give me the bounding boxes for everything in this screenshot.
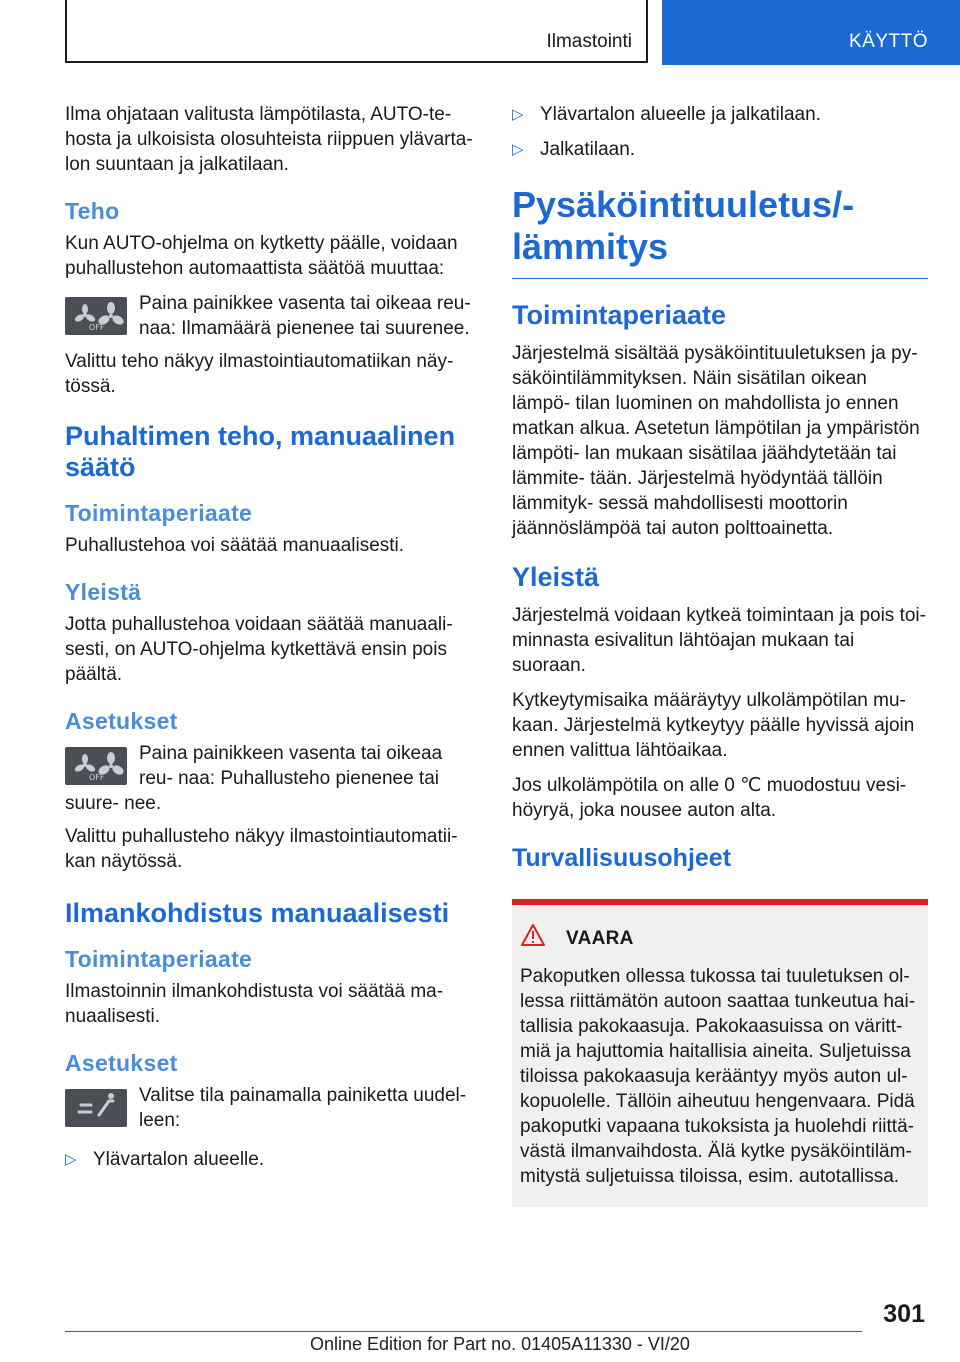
teho-note: Valittu teho näkyy ilmastointiautomatiikan näy- tössä. [65, 351, 454, 397]
triangle-bullet-icon: ▷ [512, 106, 524, 123]
teho-text: Kun AUTO-ohjelma on kytketty päälle, voidaan puhallustehon automaattista säätöä muuttaa: [65, 233, 458, 279]
manual-settings-note: Valittu puhallusteho näkyy ilmastointiautomatii- kan näytössä. [65, 826, 458, 872]
manual-principle-text: Puhallustehoa voi säätää manuaalisesti. [65, 535, 405, 556]
header-chapter-tab [662, 0, 960, 65]
dist-heading: Ilmankohdistus manuaalisesti [65, 898, 450, 928]
manual-heading: Puhaltimen teho, manuaalinen säätö [65, 421, 456, 482]
header-section-box [65, 0, 648, 63]
triangle-bullet-icon: ▷ [65, 1151, 77, 1168]
fan-button-icon [65, 747, 127, 785]
page-number: 301 [883, 1300, 925, 1328]
warning-text: Pakoputken ollessa tukossa tai tuuletuksen ol- lessa riittämätön autoon saattaa tunkeutua hai- tallisia pakokaasuja. Pakokaasuissa on väritt- miä ja hajuttomia haitallisia aineita. Suljetuissa tiloissa pakokaasuja kerääntyy myös auton ul- kopuolelle. Tällöin aiheutuu hengenvaara. Pidä pakoputki vapaana tukoksista ja huolehdi riittä- västä ilmanvaihdosta. Älä kytke pysäköintiläm- mitystä suljetuissa tiloissa, esim. autotallissa. [520, 966, 916, 1187]
manual-general-text: Jotta puhallustehoa voidaan säätää manuaali- sesti, on AUTO-ohjelma kytkettävä ensin pois päältä. [65, 614, 453, 685]
dist-settings-heading: Asetukset [65, 1050, 178, 1076]
manual-settings-icon-text: Paina painikkeen vasenta tai oikeaa reu- naa: Puhallusteho pienenee tai suure- nee. [65, 743, 443, 814]
park-general-p1: Järjestelmä voidaan kytkeä toimintaan ja pois toi- minnasta esivalitun lähtöajan mukaan tai suoraan. [512, 605, 926, 676]
list-item [512, 137, 928, 162]
warning-header [520, 923, 920, 954]
bullet-text: Ylävartalon alueelle. [93, 1149, 265, 1170]
manual-general-heading: Yleistä [65, 579, 142, 605]
teho-icon-row [65, 291, 475, 341]
manual-settings-heading: Asetukset [65, 708, 178, 734]
bullet-text: Ylävartalon alueelle ja jalkatilaan. [540, 104, 821, 125]
footer-divider [65, 1331, 862, 1332]
park-principle-text: Järjestelmä sisältää pysäköintituuletuksen ja py- säköintilämmityksen. Näin sisätilan oikean lämpö- tilan luominen on mahdollista jo ennen matkan alkua. Asetetun lämpötilan ja ympäristön lämpöti- lan mukaan sisätilaa jäähdytetään tai lämmite- tään. Järjestelmä hyödyntää tällöin lämmityk- sessä mahdollisesti moottorin jäännöslämpöä tai auton polttoainetta. [512, 343, 920, 539]
safety-heading: Turvallisuusohjeet [512, 844, 732, 872]
list-item [512, 102, 928, 127]
dist-principle-text: Ilmastoinnin ilmankohdistusta voi säätää ma- nuaalisesti. [65, 981, 444, 1027]
teho-icon-text: Paina painikkee vasenta tai oikeaa reu- naa: Ilmamäärä pienenee tai suurenee. [139, 293, 471, 339]
park-general-p3: Jos ulkolämpötila on alle 0 ℃ muodostuu vesi- höyryä, joka nousee auton alta. [512, 775, 907, 821]
svg-text:OFF: OFF [89, 323, 105, 332]
header-chapter-title: KÄYTTÖ [848, 31, 928, 52]
heading-divider [512, 278, 928, 279]
header-section-title: Ilmastointi [546, 31, 632, 52]
warning-triangle-icon [520, 923, 550, 954]
warning-title: VAARA [566, 928, 634, 949]
manual-principle-heading: Toimintaperiaate [65, 500, 253, 526]
intro-paragraph: Ilma ohjataan valitusta lämpötilasta, AUTO-te- hosta ja ulkoisista olosuhteista riippuen ylävarta- lon suuntaan ja jalkatilaan. [65, 104, 473, 175]
park-general-heading: Yleistä [512, 562, 600, 592]
dist-settings-icon-row [65, 1083, 475, 1133]
fan-button-icon [65, 297, 127, 335]
list-item [65, 1147, 475, 1172]
park-principle-heading: Toimintaperiaate [512, 300, 727, 330]
dist-settings-icon-text: Valitse tila painamalla painiketta uudel- leen: [139, 1085, 467, 1131]
air-distribution-button-icon [65, 1089, 127, 1127]
manual-settings-icon-row [65, 741, 475, 816]
park-heading: Pysäköintituuletus/- lämmitys [512, 184, 855, 267]
warning-box [512, 899, 928, 1207]
svg-text:OFF: OFF [89, 773, 105, 782]
left-column [65, 102, 475, 1182]
bullet-text: Jalkatilaan. [540, 139, 636, 160]
dist-principle-heading: Toimintaperiaate [65, 946, 253, 972]
park-general-p2: Kytkeytymisaika määräytyy ulkolämpötilan mu- kaan. Järjestelmä kytkeytyy päälle hyvissä ajoin ennen valittua lähtöaikaa. [512, 690, 915, 761]
footer-edition: Online Edition for Part no. 01405A11330 - VI/20 [310, 1334, 690, 1354]
triangle-bullet-icon: ▷ [512, 141, 524, 158]
teho-heading: Teho [65, 198, 120, 224]
right-column [512, 102, 928, 1207]
